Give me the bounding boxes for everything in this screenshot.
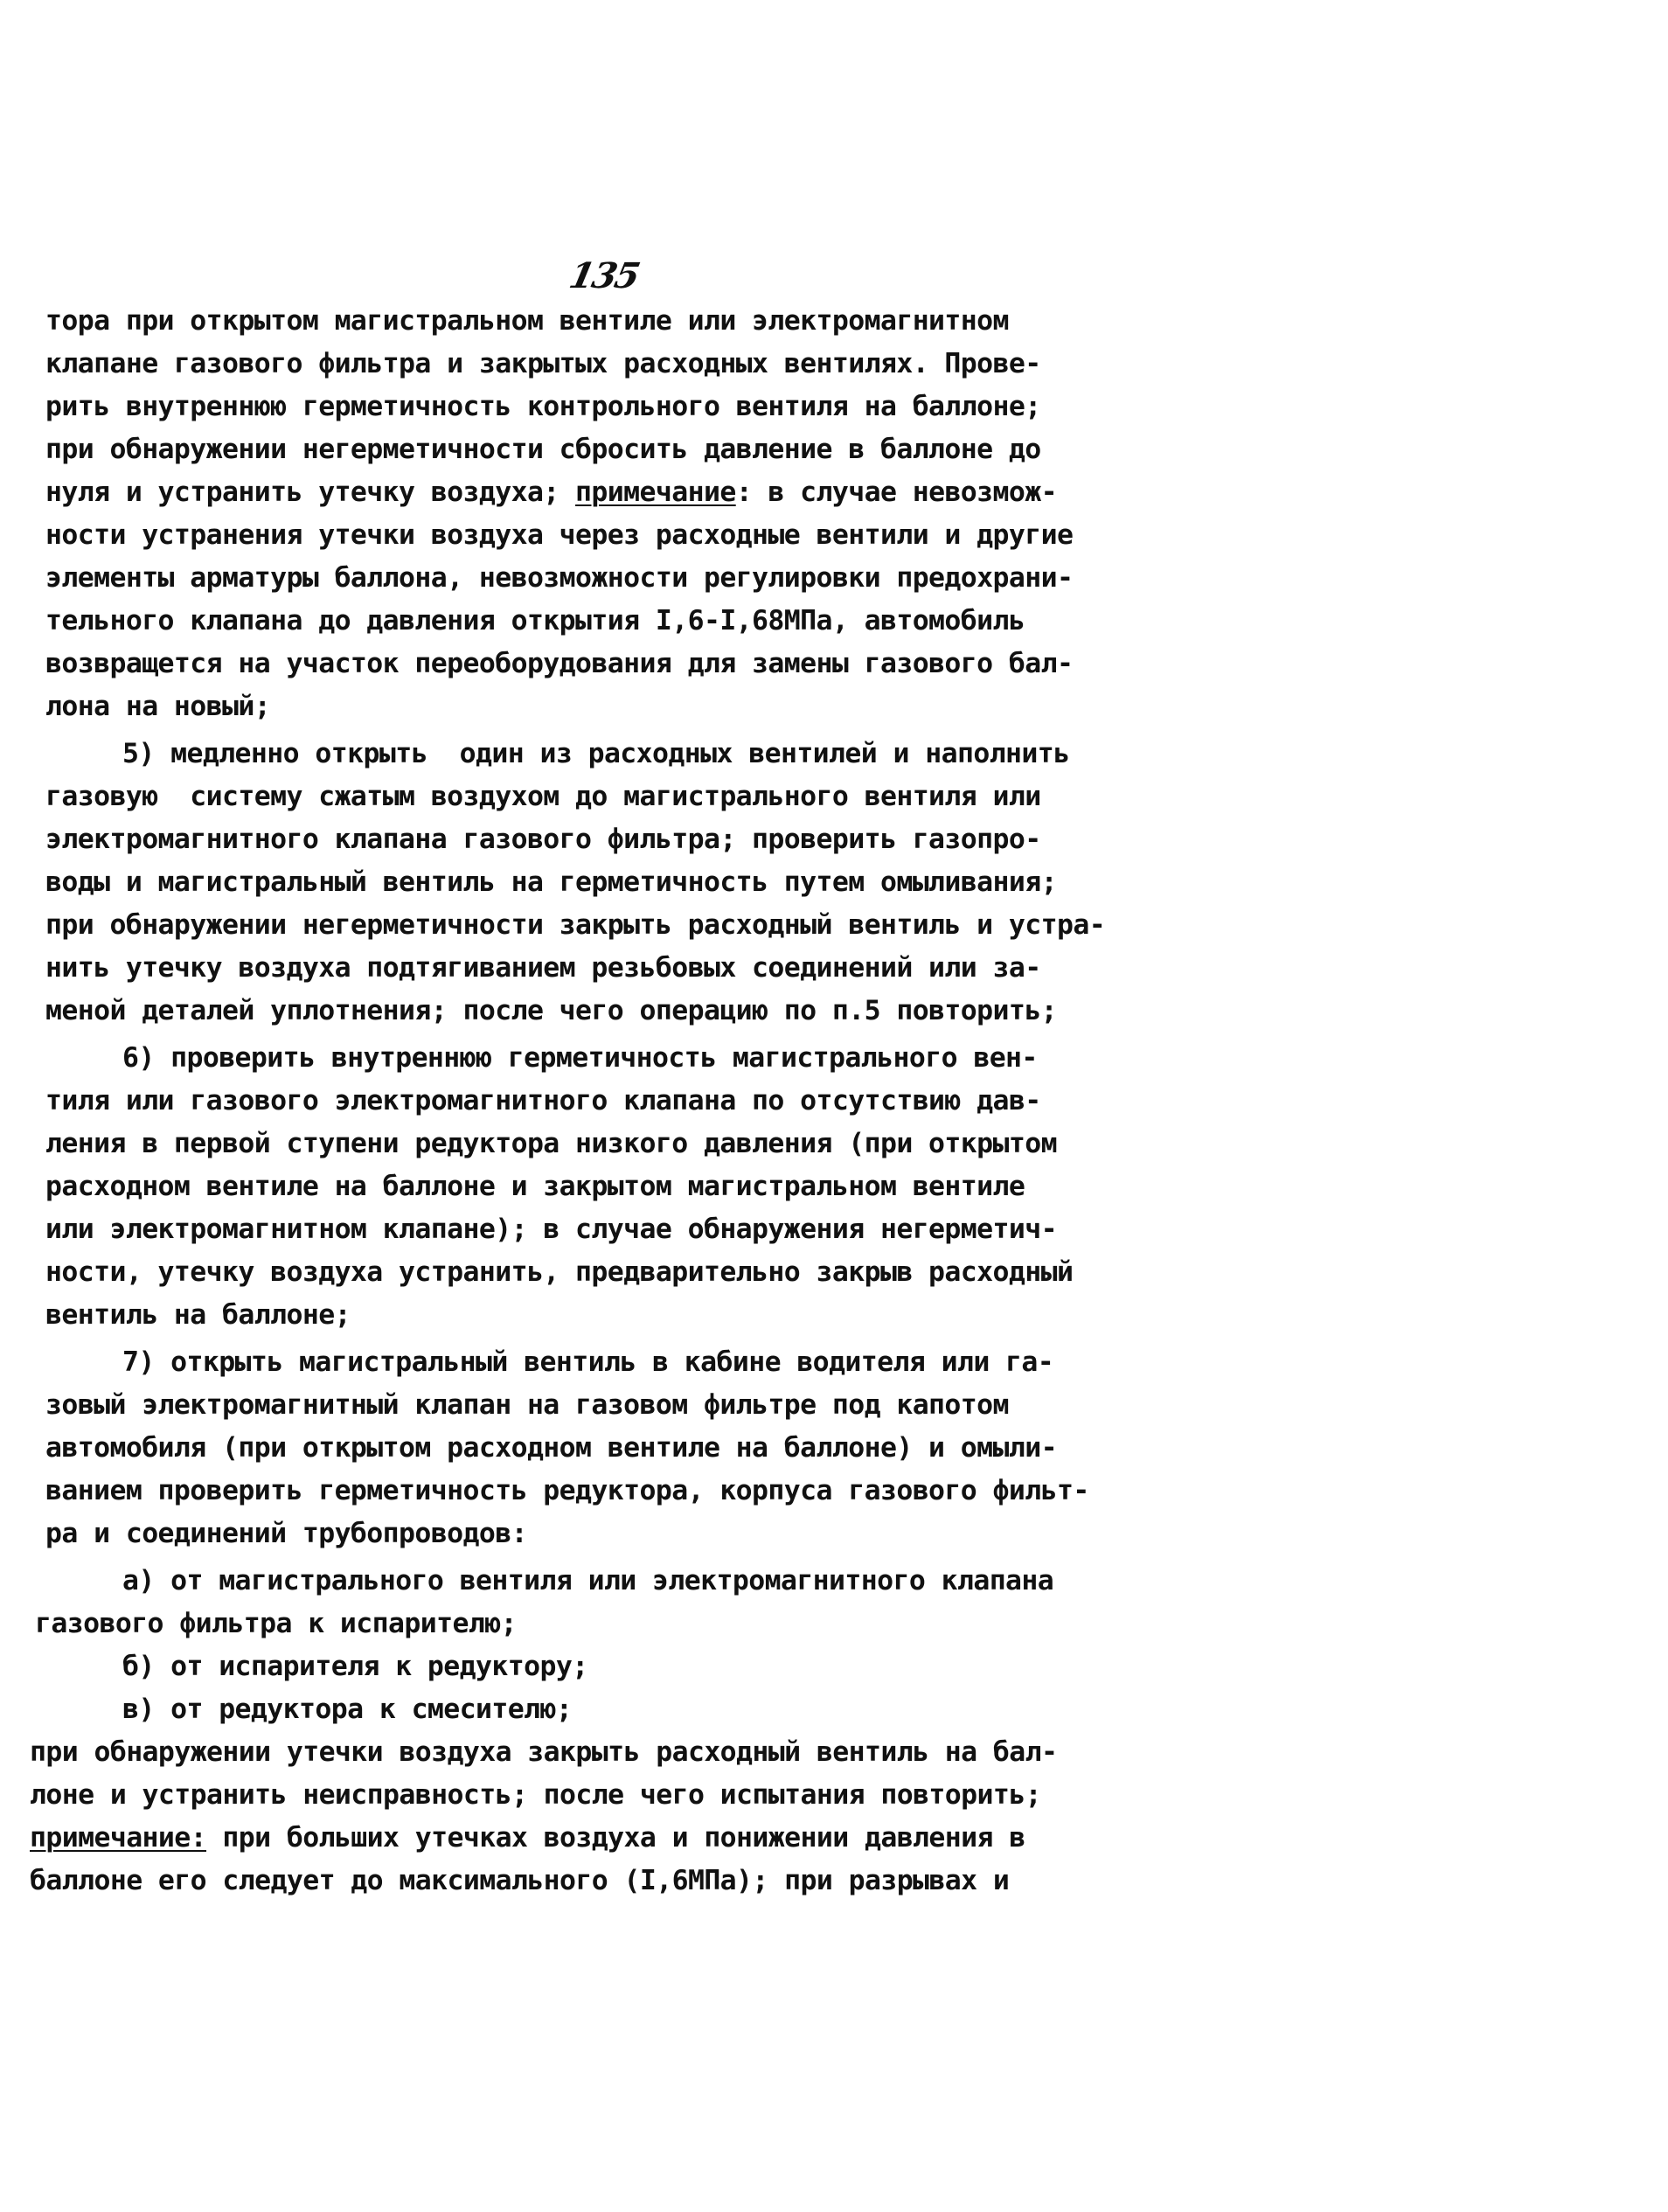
text-line: б) от испарителя к редуктору;	[122, 1651, 588, 1682]
text-line	[30, 1822, 1025, 1854]
text-line: 5) медленно открыть один из расходных вентилей и наполнить	[122, 738, 1070, 769]
text-line: рить внутреннюю герметичность контрольного вентиля на баллоне;	[45, 391, 1041, 422]
text-line: или электромагнитном клапане); в случае обнаружения негерметич-	[45, 1214, 1057, 1245]
text-line: лоне и устранить неисправность; после чего испытания повторить;	[30, 1779, 1041, 1811]
page-number: 135	[566, 255, 643, 296]
text-line: 6) проверить внутреннюю герметичность магистрального вен-	[122, 1042, 1038, 1074]
text-line: расходном вентиле на баллоне и закрытом магистральном вентиле	[45, 1171, 1025, 1202]
text-line: ра и соединений трубопроводов:	[45, 1518, 527, 1549]
text-line: зовый электромагнитный клапан на газовом фильтре под капотом	[45, 1389, 1009, 1421]
text-segment: нуля и устранить утечку воздуха;	[45, 476, 576, 508]
text-line: воды и магистральный вентиль на герметичность путем омыливания;	[45, 866, 1057, 898]
text-line: клапане газового фильтра и закрытых расходных вентилях. Прове-	[45, 348, 1041, 379]
text-segment: : в случае невозмож-	[735, 476, 1057, 508]
text-line: при обнаружении негерметичности сбросить давление в баллоне до	[45, 434, 1041, 465]
text-line: лона на новый;	[45, 691, 271, 722]
text-line: тельного клапана до давления открытия I,6-I,68МПа, автомобиль	[45, 605, 1025, 636]
text-line: при обнаружении утечки воздуха закрыть расходный вентиль на бал-	[30, 1736, 1058, 1768]
text-line: а) от магистрального вентиля или электромагнитного клапана	[122, 1565, 1054, 1596]
text-line: нить утечку воздуха подтягиванием резьбовых соединений или за-	[45, 952, 1041, 984]
text-line: газовую систему сжатым воздухом до магистрального вентиля или	[45, 781, 1041, 812]
text-line: ности устранения утечки воздуха через расходные вентили и другие	[45, 519, 1074, 551]
text-line: вентиль на баллоне;	[45, 1299, 351, 1331]
text-line: тора при открытом магистральном вентиле или электромагнитном	[45, 305, 1009, 337]
note-label-underlined: примечание	[575, 476, 736, 508]
text-line: автомобиля (при открытом расходном вентиле на баллоне) и омыли-	[45, 1432, 1057, 1464]
text-line: меной деталей уплотнения; после чего операцию по п.5 повторить;	[45, 995, 1057, 1026]
note-label-underlined: примечание:	[30, 1822, 207, 1854]
text-line: тиля или газового электромагнитного клапана по отсутствию дав-	[45, 1085, 1041, 1116]
text-line: баллоне его следует до максимального (I,6МПа); при разрывах и	[30, 1865, 1010, 1896]
text-line: при обнаружении негерметичности закрыть расходный вентиль и устра-	[45, 909, 1106, 941]
text-line: возвращется на участок переоборудования для замены газового бал-	[45, 648, 1074, 679]
text-line: ности, утечку воздуха устранить, предварительно закрыв расходный	[45, 1256, 1074, 1288]
text-line: электромагнитного клапана газового фильтра; проверить газопро-	[45, 824, 1041, 855]
text-segment: при больших утечках воздуха и понижении давления в	[206, 1822, 1025, 1854]
text-line: элементы арматуры баллона, невозможности регулировки предохрани-	[45, 562, 1074, 594]
text-line: в) от редуктора к смесителю;	[122, 1694, 573, 1725]
text-line: ванием проверить герметичность редуктора, корпуса газового фильт-	[45, 1475, 1089, 1506]
text-line	[45, 476, 1057, 508]
text-line: газового фильтра к испарителю;	[35, 1608, 517, 1639]
text-line: 7) открыть магистральный вентиль в кабине водителя или га-	[122, 1346, 1054, 1378]
text-line: ления в первой ступени редуктора низкого давления (при открытом	[45, 1128, 1057, 1159]
